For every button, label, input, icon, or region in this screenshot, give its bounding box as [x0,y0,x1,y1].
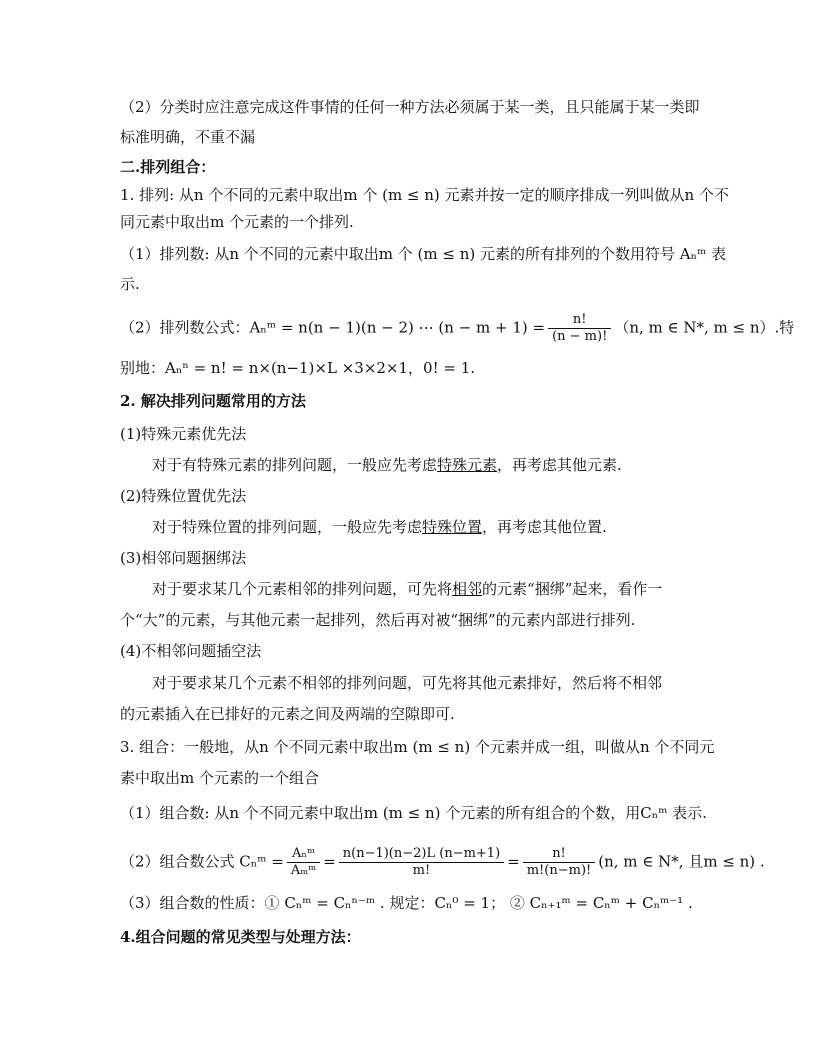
permutation-number: （1）排列数: 从n 个不同的元素中取出m 个 (m ≤ n) 元素的所有排列的个数用符号 Aₙᵐ 表 [120,245,727,263]
fraction-denominator: m! [412,863,431,878]
method-4-body-cont: 的元素插入在已排好的元素之间及两端的空隙即可. [120,705,455,723]
paragraph-classification-note: （2）分类时应注意完成这件事情的任何一种方法必须属于某一类，且只能属于某一类即 [120,98,700,116]
combination-fraction-1 [287,846,320,879]
combination-formula [120,846,765,879]
method-3-text: 对于要求某几个元素相邻的排列问题，可先将 [152,580,453,598]
method-4-body: 对于要求某几个元素不相邻的排列问题，可先将其他元素排好，然后将不相邻 [152,674,663,692]
fraction-denominator: (n − m)! [552,329,608,344]
method-2-underlined: 特殊位置 [422,518,483,536]
special-case: 别地：Aₙⁿ = n! = n×(n−1)×L ×3×2×1，0! = 1. [120,359,476,377]
section-heading-permutation-combination: 二.排列组合： [120,158,216,176]
fraction-numerator: n! [548,312,611,329]
combination-fraction-2 [339,846,504,879]
combination-formula-right: (n, m ∈ N*, 且m ≤ n) . [598,852,765,871]
combination-fraction-3 [523,846,596,879]
fraction-numerator: n! [523,846,596,863]
method-1-underlined: 特殊元素 [437,456,498,474]
method-3-underlined: 相邻 [452,580,483,598]
method-3-title: (3)相邻问题捆绑法 [120,549,247,567]
permutation-formula-left: （2）排列数公式：Aₙᵐ = n(n − 1)(n − 2) ⋯ (n − m + 1) = [120,318,546,337]
method-1-title: (1)特殊元素优先法 [120,425,247,443]
combination-formula-left: （2）组合数公式 Cₙᵐ = [120,852,284,871]
permutation-formula [120,312,794,345]
paragraph-classification-note-cont: 标准明确，不重不漏 [120,128,256,146]
combination-definition: 3. 组合：一般地，从n 个不同元素中取出m (m ≤ n) 个元素并成一组，叫做从n 个不同元 [120,738,715,756]
method-1-text: 对于有特殊元素的排列问题，一般应先考虑 [152,456,438,474]
method-1-text-end: ，再考虑其他元素. [497,456,622,474]
fraction-numerator: n(n−1)(n−2)L (n−m+1) [339,846,504,863]
section-heading-methods: 2. 解决排列问题常用的方法 [120,392,306,410]
combination-properties: （3）组合数的性质：① Cₙᵐ = Cₙⁿ⁻ᵐ . 规定：Cₙ⁰ = 1； ② Cₙ₊₁ᵐ = Cₙᵐ + Cₙᵐ⁻¹ . [120,894,693,912]
permutation-fraction [548,312,611,345]
equals-sign: = [323,852,336,871]
combination-number: （1）组合数: 从n 个不同元素中取出m (m ≤ n) 个元素的所有组合的个数，用Cₙᵐ 表示. [120,804,707,822]
permutation-number-cont: 示. [120,275,140,293]
permutation-formula-right: （n, m ∈ N*, m ≤ n）.特 [614,318,795,337]
combination-definition-cont: 素中取出m 个元素的一个组合 [120,769,319,787]
section-heading-combination-types: 4.组合问题的常见类型与处理方法： [120,928,361,946]
method-3-text-end: 的元素“捆绑”起来，看作一 [482,580,663,598]
fraction-numerator: Aₙᵐ [287,846,320,863]
permutation-definition: 1. 排列: 从n 个不同的元素中取出m 个 (m ≤ n) 元素并按一定的顺序排成一列叫做从n 个不 [120,186,729,204]
fraction-denominator: Aₘᵐ [290,863,317,878]
equals-sign: = [507,852,520,871]
method-4-title: (4)不相邻问题插空法 [120,642,262,660]
method-2-body [152,517,607,537]
method-3-body-cont: 个“大”的元素，与其他元素一起排列，然后再对被“捆绑”的元素内部进行排列. [120,611,636,629]
method-3-body [152,579,662,599]
method-2-text: 对于特殊位置的排列问题，一般应先考虑 [152,518,423,536]
method-2-title: (2)特殊位置优先法 [120,487,247,505]
method-2-text-end: ，再考虑其他位置. [482,518,607,536]
permutation-definition-cont: 同元素中取出m 个元素的一个排列. [120,213,354,231]
method-1-body [152,455,622,475]
fraction-denominator: m!(n−m)! [526,863,592,878]
